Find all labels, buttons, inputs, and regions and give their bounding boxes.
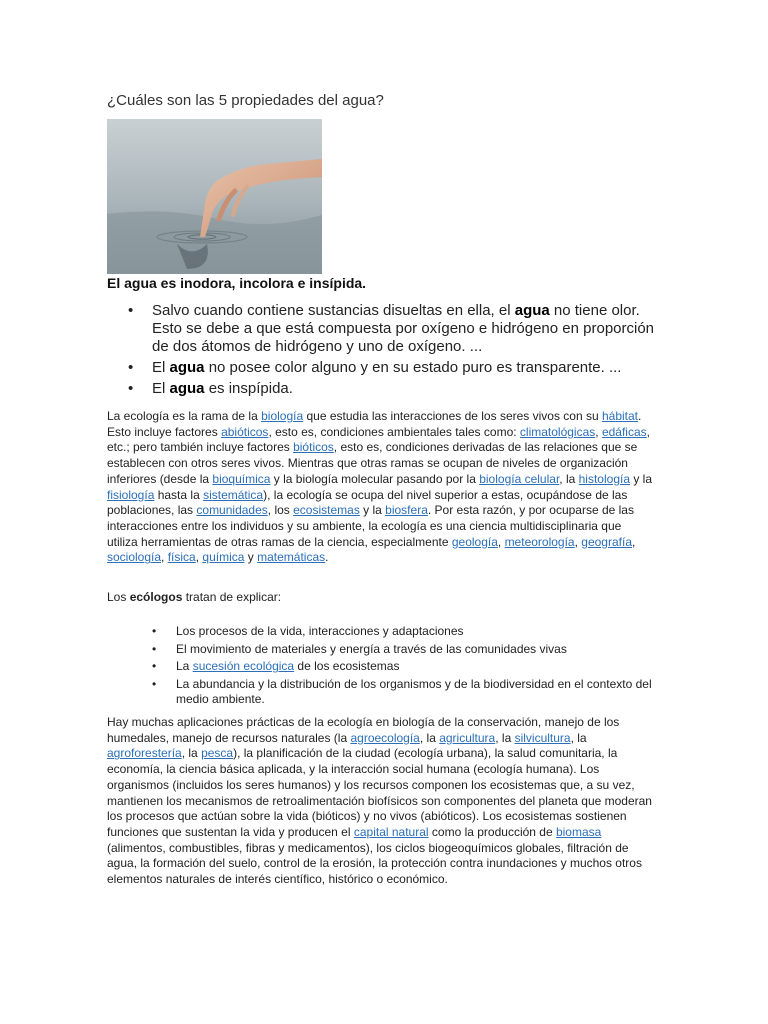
- link-meteorologia[interactable]: meteorología: [504, 534, 575, 549]
- hand-touching-water-image: [107, 119, 322, 274]
- list-item: • El agua es inspípida.: [128, 380, 668, 398]
- list-item: • Los procesos de la vida, interacciones y adaptaciones: [152, 624, 652, 640]
- link-geografia[interactable]: geografía: [581, 534, 632, 549]
- list-item: • La sucesión ecológica de los ecosistemas: [152, 659, 652, 675]
- link-agricultura[interactable]: agricultura: [439, 730, 496, 745]
- list-item: • El movimiento de materiales y energía a través de las comunidades vivas: [152, 642, 652, 658]
- ecology-paragraph: La ecología es la rama de la biología que estudia las interacciones de los seres vivos con su hábitat. Esto incluye factores abióticos, esto es, condiciones ambientales tales como: climatológicas, edáficas, etc.; pero también incluye factores bióticos, esto es, condiciones derivadas de las relaciones que se establecen con otros seres vivos. Mientras que otras ramas se ocupan de niveles de organización inferiores (desde la bioquímica y la biología molecular pasando por la biología celular, la histología y la fisiología hasta la sistemática), la ecología se ocupa del nivel superior a estas, ocupándose de las poblaciones, las comunidades, los ecosistemas y la biosfera. Por esta razón, y por ocuparse de las interacciones entre los individuos y su ambiente, la ecología es una ciencia multidisciplinaria que utiliza herramientas de otras ramas de la ciencia, especialmente geología, meteorología, geografía, sociología, física, química y matemáticas.: [107, 409, 653, 565]
- link-abioticos[interactable]: abióticos: [221, 424, 269, 439]
- link-fisica[interactable]: física: [167, 550, 196, 565]
- link-biologia[interactable]: biología: [261, 409, 304, 423]
- link-sucesion-ecologica[interactable]: sucesión ecológica: [192, 659, 295, 674]
- list-item: • Salvo cuando contiene sustancias disueltas en ella, el agua no tiene olor. Esto se debe a que está compuesta por oxígeno e hidrógeno en proporción de dos átomos de hidrógeno y uno de oxígeno. ...: [128, 302, 668, 356]
- link-comunidades[interactable]: comunidades: [196, 503, 268, 518]
- section-heading: El agua es inodora, incolora e insípida.: [107, 275, 367, 291]
- link-bioticos[interactable]: bióticos: [293, 440, 334, 455]
- link-geologia[interactable]: geología: [451, 534, 498, 549]
- water-photo: [107, 119, 322, 274]
- link-silvicultura[interactable]: silvicultura: [514, 730, 571, 745]
- list-item: • El agua no posee color alguno y en su estado puro es transparente. ...: [128, 359, 668, 377]
- link-matematicas[interactable]: matemáticas: [257, 550, 326, 565]
- ecologists-intro: Los ecólogos tratan de explicar:: [107, 590, 282, 604]
- applications-paragraph: Hay muchas aplicaciones prácticas de la ecología en biología de la conservación, manejo de los humedales, manejo de recursos naturales (la agroecología, la agricultura, la silvicultura, la agroforestería, la pesca), la planificación de la ciudad (ecología urbana), la salud comunitaria, la economía, la ciencia básica aplicada, y la interacción social humana (ecología humana). Los organismos (incluidos los seres humanos) y los recursos componen los ecosistemas que, a su vez, mantienen los mecanismos de retroalimentación biofísicos son componentes del planeta que moderan los procesos que actúan sobre la vida (bióticos) y no vivos (abióticos). Los ecosistemas sostienen funciones que sustentan la vida y producen el capital natural como la producción de biomasa (alimentos, combustibles, fibras y medicamentos), los ciclos biogeoquímicos globales, filtración de agua, la formación del suelo, control de la erosión, la protección contra inundaciones y muchos otros elementos naturales de interés científico, histórico o económico.: [107, 715, 652, 887]
- link-histologia[interactable]: histología: [578, 471, 630, 486]
- link-agroecologia[interactable]: agroecología: [350, 730, 420, 745]
- link-biosfera[interactable]: biosfera: [385, 503, 428, 518]
- link-pesca[interactable]: pesca: [201, 746, 234, 761]
- link-biologia-celular[interactable]: biología celular: [479, 471, 560, 486]
- link-quimica[interactable]: química: [202, 550, 245, 565]
- link-biomasa[interactable]: biomasa: [555, 824, 602, 839]
- link-climatologicas[interactable]: climatológicas: [519, 424, 596, 439]
- link-ecosistemas[interactable]: ecosistemas: [293, 503, 360, 518]
- question-title: ¿Cuáles son las 5 propiedades del agua?: [107, 92, 384, 109]
- link-habitat[interactable]: hábitat: [601, 409, 639, 423]
- link-edaficas[interactable]: edáficas: [601, 424, 647, 439]
- link-sociologia[interactable]: sociología: [107, 550, 162, 565]
- link-fisiologia[interactable]: fisiología: [107, 487, 155, 502]
- properties-list: [128, 302, 668, 401]
- link-agroforesteria[interactable]: agroforestería: [107, 746, 182, 761]
- link-capital-natural[interactable]: capital natural: [353, 824, 429, 839]
- link-sistematica[interactable]: sistemática: [203, 487, 264, 502]
- link-bioquimica[interactable]: bioquímica: [212, 471, 271, 486]
- ecologists-list: [152, 624, 652, 710]
- list-item: • La abundancia y la distribución de los organismos y de la biodiversidad en el contexto del medio ambiente.: [152, 677, 652, 708]
